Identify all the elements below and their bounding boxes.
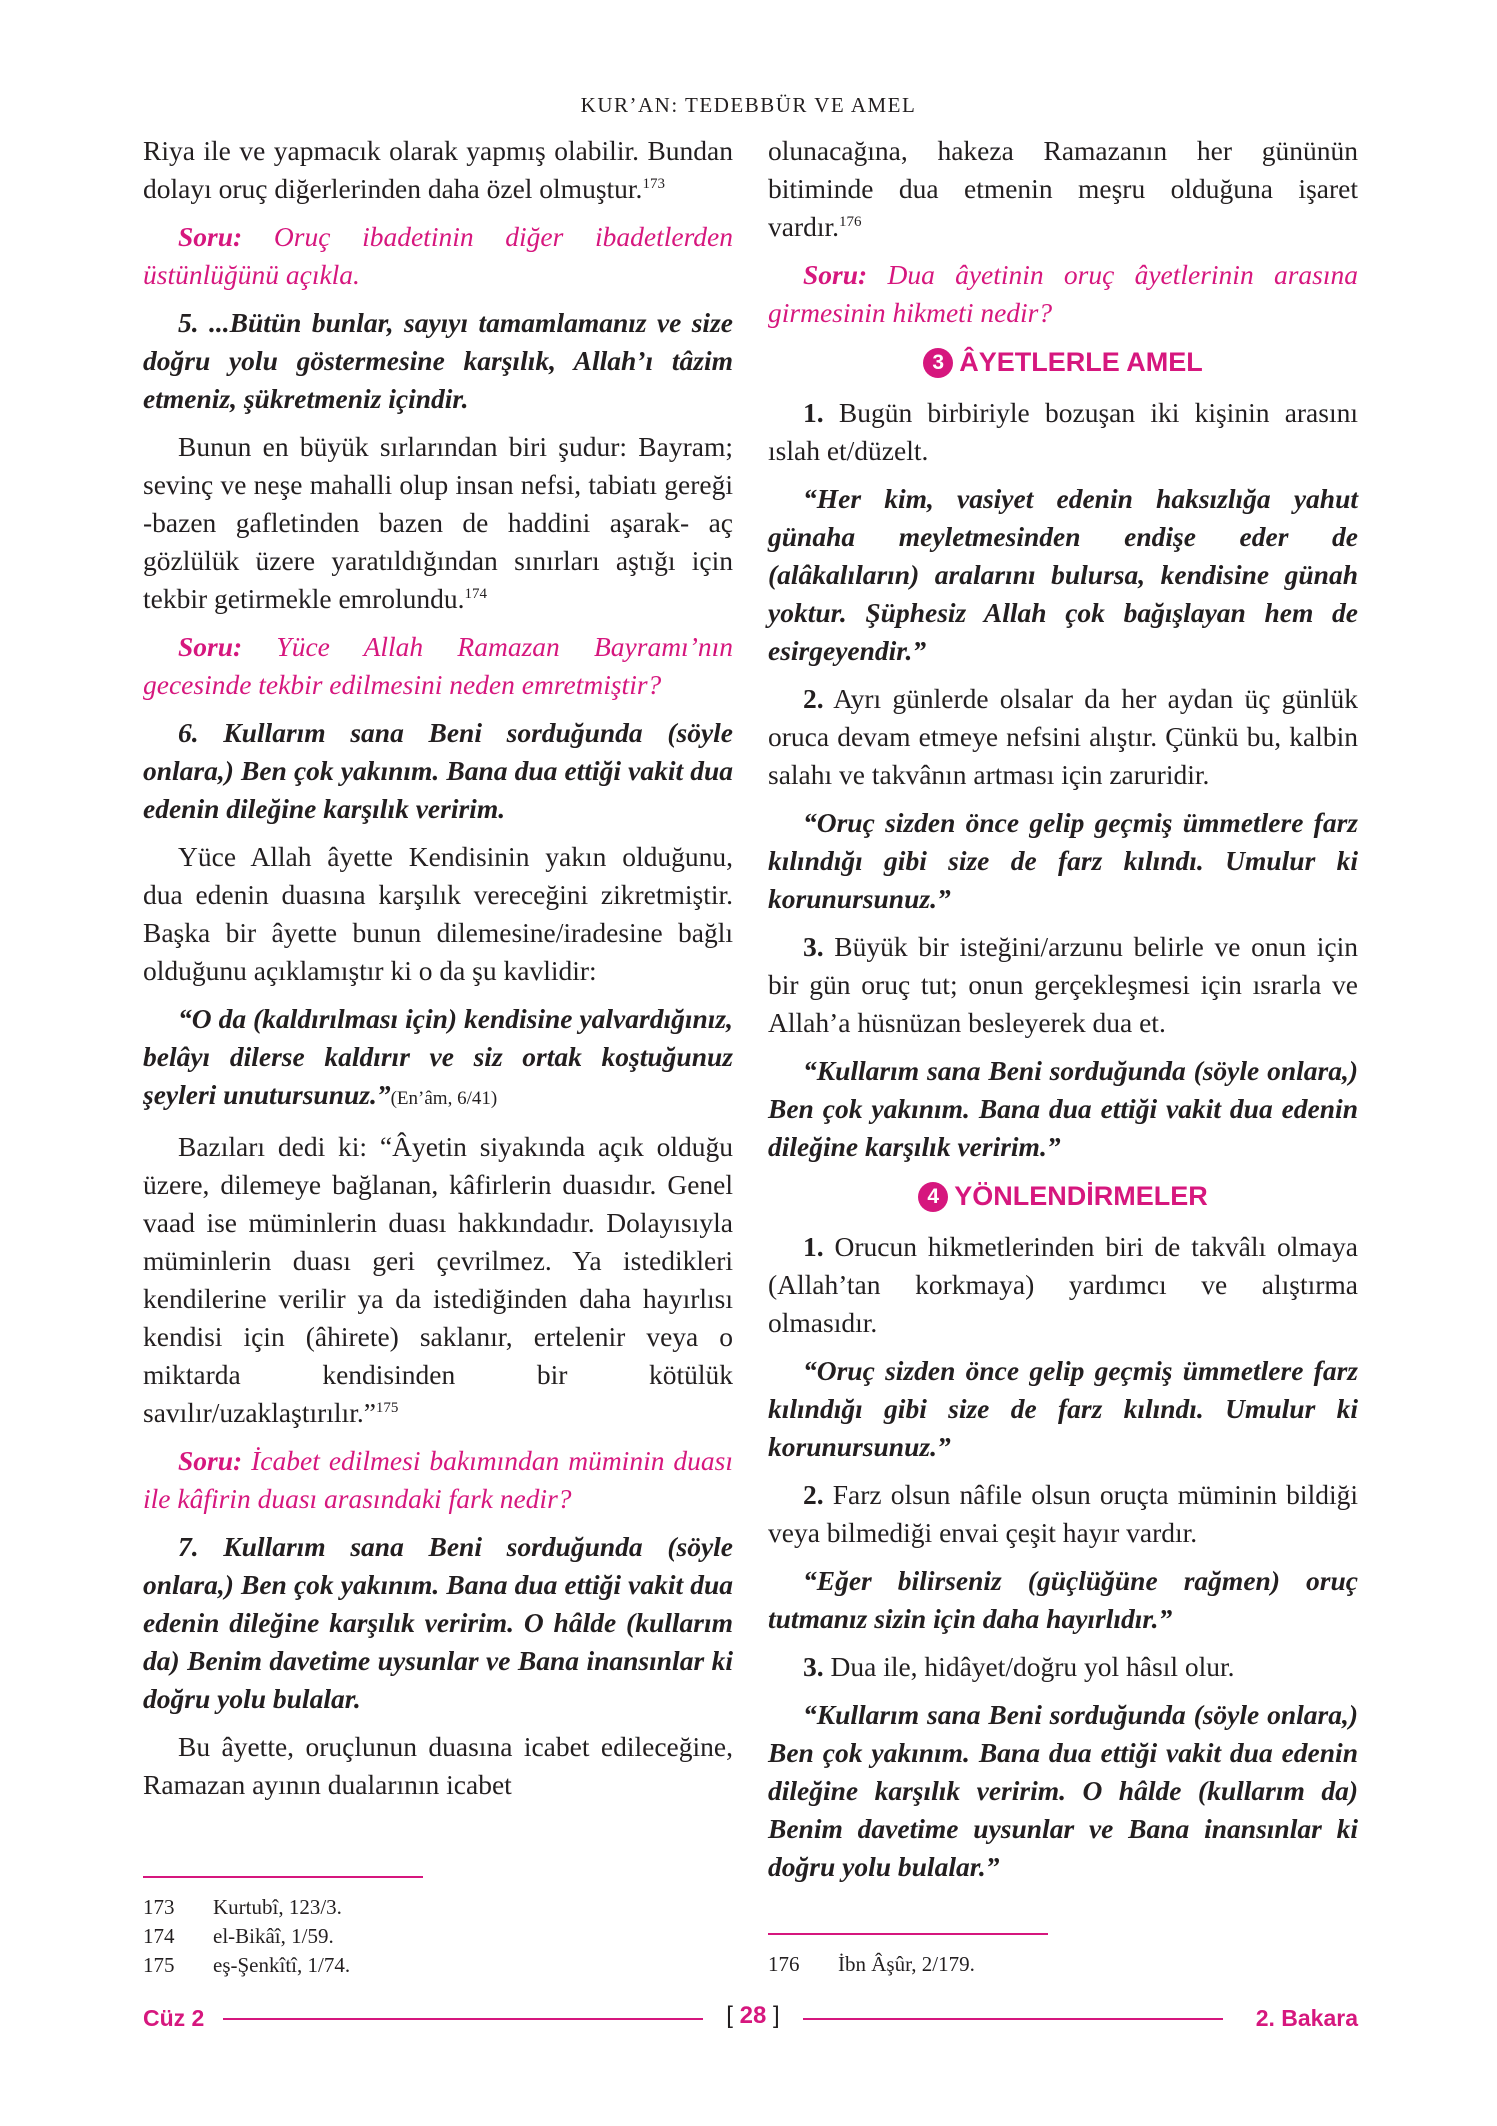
item-number: 3. [803, 931, 824, 962]
item-number: 3. [803, 1651, 824, 1682]
question [143, 218, 733, 294]
footnote-text: İbn Âşûr, 2/179. [838, 1952, 975, 1976]
paragraph-text: Riya ile ve yapmacık olarak yapmış olabilir. Bundan dolayı oruç diğerlerinden daha özel olmuştur. [143, 135, 733, 204]
item-text: Orucun hikmetlerinden biri de takvâlı olmaya (Allah’tan korkmaya) yardımcı ve alıştırma olmasıdır. [768, 1231, 1358, 1338]
item-text: Farz olsun nâfile olsun oruçta müminin bildiği veya bilmediği envai çeşit hayır vardır. [768, 1479, 1358, 1548]
list-item [768, 1476, 1358, 1552]
section-heading-ayetlerle-amel [768, 344, 1358, 380]
quote: “Her kim, vasiyet edenin haksızlığa yahut günaha meyletmesinden endişe eder de (alâkalıların) aralarını bulursa, kendisine günah yoktur. Şüphesiz Allah çok bağışlayan hem de esirgeyendir.” [768, 483, 1358, 666]
list-item [768, 1648, 1358, 1686]
paragraph [143, 132, 733, 208]
section-number-badge: 3 [923, 348, 953, 378]
footnotes-left [143, 1893, 350, 1980]
footnote-number: 176 [768, 1952, 800, 1976]
section-title: YÖNLENDİRMELER [954, 1181, 1208, 1211]
page-number-value: 28 [739, 2002, 767, 2029]
left-column [143, 132, 733, 1814]
item-text: Ayrı günlerde olsalar da her aydan üç günlük oruca devam etmeye nefsini alıştır. Çünkü bu, kalbin salahı ve takvânın artması için zaruridir. [768, 683, 1358, 790]
section-number-badge: 4 [918, 1182, 948, 1212]
page-bracket-open: [ [726, 2002, 733, 2029]
section-title: ÂYETLERLE AMEL [959, 347, 1203, 377]
item-text: Dua ile, hidâyet/doğru yol hâsıl olur. [823, 1651, 1235, 1682]
question-label: Soru: [178, 1445, 243, 1476]
section-heading-yonlendirmeler [768, 1178, 1358, 1214]
list-item [768, 394, 1358, 470]
footnotes-right [768, 1950, 975, 1979]
item-number: 1. [803, 397, 824, 428]
question [143, 1442, 733, 1518]
list-item [768, 1228, 1358, 1342]
footnote-number: 175 [143, 1953, 175, 1977]
verse-heading: 5. ...Bütün bunlar, sayıyı tamamlamanız ve size doğru yolu göstermesine karşılık, Allah’ı tâzim etmeniz, şükretmeniz içindir. [143, 307, 733, 414]
quote-text: “O da (kaldırılması için) kendisine yalvardığınız, belâyı dilerse kaldırır ve siz ortak koştuğunuz şeyleri unutursunuz.” [143, 1003, 733, 1110]
question-text: Dua âyetinin oruç âyetlerinin arasına girmesinin hikmeti nedir? [768, 259, 1358, 328]
quote-source: (En’âm, 6/41) [390, 1088, 498, 1109]
footnote-rule [143, 1876, 423, 1878]
paragraph [143, 428, 733, 618]
footer-surah: 2. Bakara [1255, 2005, 1358, 2031]
footnote-text: el-Bikâî, 1/59. [213, 1924, 334, 1948]
question-label: Soru: [178, 221, 243, 252]
question-text: İcabet edilmesi bakımından müminin duası ile kâfirin duası arasındaki fark nedir? [143, 1445, 733, 1514]
paragraph-text: Bunun en büyük sırlarından biri şudur: Bayram; sevinç ve neşe mahalli olup insan nefsi, tabiatı gereği -bazen gafletinden bazen de haddini aşarak- aç gözlülük üzere yaratıldığından sınırları aştığı için tekbir getirmekle emrolundu. [143, 431, 733, 614]
footnote-ref[interactable]: 173 [642, 175, 665, 192]
footer-rule-left [223, 2018, 703, 2020]
item-text: Büyük bir isteğini/arzunu belirle ve onun için bir gün oruç tut; onun gerçekleşmesi için ısrarla ve Allah’a hüsnüzan besleyerek dua et. [768, 931, 1358, 1038]
footnote-text: eş-Şenkîtî, 1/74. [213, 1953, 351, 1977]
footnote-text: Kurtubî, 123/3. [213, 1895, 342, 1919]
footnote-ref[interactable]: 176 [839, 213, 862, 230]
paragraph [768, 132, 1358, 246]
footnote [768, 1950, 975, 1979]
question-text: Yüce Allah Ramazan Bayramı’nın gecesinde tekbir edilmesini neden emretmiştir? [143, 631, 733, 700]
question-label: Soru: [803, 259, 868, 290]
footnote [143, 1922, 350, 1951]
footnote-ref[interactable]: 175 [375, 1399, 399, 1416]
footnote-number: 174 [143, 1924, 175, 1948]
paragraph: Yüce Allah âyette Kendisinin yakın olduğunu, dua edenin duasına karşılık vereceğini zikretmiştir. Başka bir âyette bunun dilemesine/iradesine bağlı olduğunu açıklamıştır ki o da şu kavlidir: [143, 841, 733, 986]
paragraph: Bu âyette, oruçlunun duasına icabet edileceğine, Ramazan ayının dualarının icabet [143, 1731, 733, 1800]
quote [143, 1000, 733, 1118]
item-number: 2. [803, 683, 824, 714]
right-column [768, 132, 1358, 1896]
footnote-ref[interactable]: 174 [464, 585, 488, 602]
paragraph-text: olunacağına, hakeza Ramazanın her gününün bitiminde dua etmenin meşru olduğuna işaret vardır. [768, 135, 1358, 242]
footnote-rule [768, 1933, 1048, 1935]
paragraph-text: Bazıları dedi ki: “Âyetin siyakında açık olduğu üzere, dilemeye bağlanan, kâfirlerin duasıdır. Genel vaad ise müminlerin duası hakkındadır. Dolayısıyla müminlerin duası geri çevrilmez. Ya istedikleri kendilerine verilir ya da istediğinden daha hayırlısı kendisi için (âhirete) saklanır, ertelenir veya o miktarda kendisinden bir kötülük savılır/uzaklaştırılır.” [143, 1131, 733, 1428]
verse-heading: 6. Kullarım sana Beni sorduğunda (söyle onlara,) Ben çok yakınım. Bana dua ettiği vakit dua edenin dileğine karşılık veririm. [143, 717, 733, 824]
list-item [768, 680, 1358, 794]
item-number: 1. [803, 1231, 824, 1262]
running-title: KUR’AN: TEDEBBÜR VE AMEL [580, 93, 917, 117]
quote: “Kullarım sana Beni sorduğunda (söyle onlara,) Ben çok yakınım. Bana dua ettiği vakit dua edenin dileğine karşılık veririm. O hâlde (kullarım da) Benim davetime uysunlar ve Bana inansınlar ki doğru yolu bulalar.” [768, 1699, 1358, 1882]
page-footer [143, 2003, 1358, 2033]
quote: “Oruç sizden önce gelip geçmiş ümmetlere farz kılındığı gibi size de farz kılındı. Umulur ki korunursunuz.” [768, 1355, 1358, 1462]
question-label: Soru: [178, 631, 243, 662]
list-item [768, 928, 1358, 1042]
footer-juz: Cüz 2 [143, 2005, 205, 2031]
footnote [143, 1893, 350, 1922]
page-bracket-close: ] [773, 2002, 780, 2029]
page-number [718, 2001, 788, 2031]
paragraph [143, 1128, 733, 1432]
question [768, 256, 1358, 332]
item-number: 2. [803, 1479, 824, 1510]
footer-rule-right [803, 2018, 1223, 2020]
quote: “Oruç sizden önce gelip geçmiş ümmetlere farz kılındığı gibi size de farz kılındı. Umulur ki korunursunuz.” [768, 807, 1358, 914]
question-text: Oruç ibadetinin diğer ibadetlerden üstünlüğünü açıkla. [143, 221, 733, 290]
question [143, 628, 733, 704]
verse-heading: 7. Kullarım sana Beni sorduğunda (söyle onlara,) Ben çok yakınım. Bana dua ettiği vakit dua edenin dileğine karşılık veririm. O hâlde (kullarım da) Benim davetime uysunlar ve Bana inansınlar ki doğru yolu bulalar. [143, 1531, 733, 1714]
footnote [143, 1951, 350, 1980]
quote: “Kullarım sana Beni sorduğunda (söyle onlara,) Ben çok yakınım. Bana dua ettiği vakit dua edenin dileğine karşılık veririm.” [768, 1055, 1358, 1162]
footnote-number: 173 [143, 1895, 175, 1919]
quote: “Eğer bilirseniz (güçlüğüne rağmen) oruç tutmanız sizin için daha hayırlıdır.” [768, 1565, 1358, 1634]
item-text: Bugün birbiriyle bozuşan iki kişinin arasını ıslah et/düzelt. [768, 397, 1358, 466]
